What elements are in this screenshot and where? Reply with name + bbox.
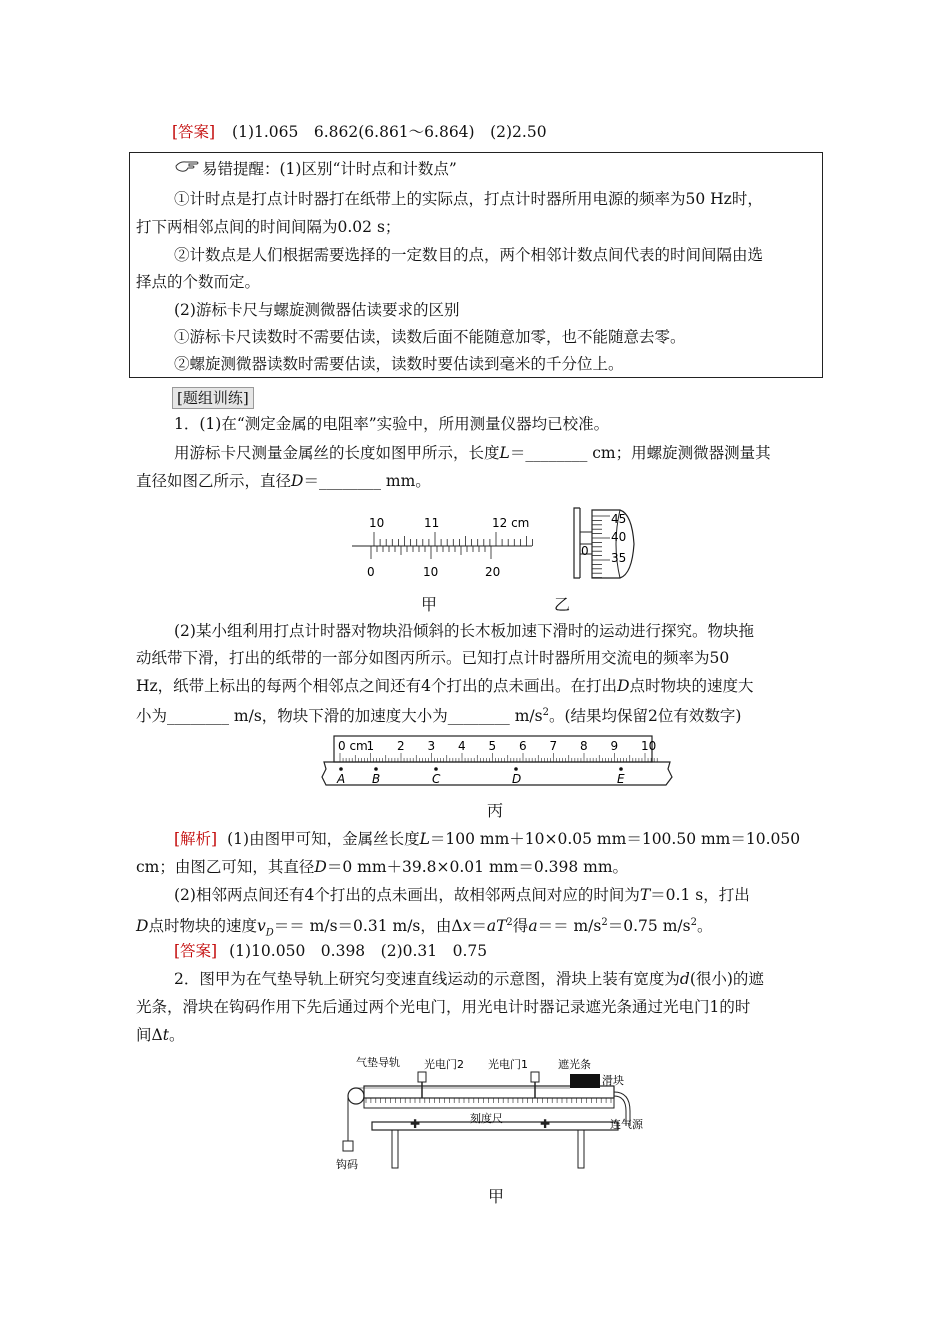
analysis-line-3: (2)相邻两点间还有4个打出的点未画出，故相邻两点间对应的时间为T＝0.1 s，打出 — [174, 886, 750, 904]
label-scale: 刻度尺 — [470, 1112, 503, 1125]
analysis-line-2: cm；由图乙可知，其直径D＝0 mm＋39.8×0.01 mm＝0.398 mm。 — [136, 858, 629, 876]
ruler-label: 9 — [610, 739, 619, 753]
tape-point-label: B — [372, 772, 381, 786]
q1-line-3: 直径如图乙所示，直径D＝________ mm。 — [136, 472, 431, 490]
analysis-tag: [解析] — [174, 830, 218, 848]
label-gate1: 光电门1 — [488, 1058, 528, 1071]
tape-point-label: A — [337, 772, 346, 786]
label-slider: 滑块 — [602, 1074, 624, 1087]
caption-bing: 丙 — [487, 801, 504, 820]
q2-line-3: 间Δt。 — [136, 1026, 185, 1044]
label-rail: 气垫导轨 — [356, 1056, 400, 1069]
q2-line-1: 2．图甲为在气垫导轨上研究匀变速直线运动的示意图，滑块上装有宽度为d(很小)的遮 — [174, 970, 764, 988]
vernier-label-20: 20 — [485, 565, 501, 579]
ruler-label: 2 — [397, 739, 405, 753]
practice-tag: [题组训练] — [172, 387, 254, 409]
micrometer-figure — [566, 506, 650, 584]
ruler-labels — [338, 739, 656, 753]
tip-line-7: ②螺旋测微器读数时需要估读，读数时要估读到毫米的千分位上。 — [174, 355, 624, 373]
vernier-label-0: 0 — [367, 565, 375, 579]
q2-line-2: 光条，滑块在钩码作用下先后通过两个光电门，用光电计时器记录遮光条通过光电门1的时 — [136, 998, 751, 1016]
tip-line-2: 打下两相邻点间的时间间隔为0.02 s； — [136, 218, 401, 236]
tip-line-4: 择点的个数而定。 — [136, 273, 261, 291]
ruler-ticks — [340, 753, 657, 762]
ruler-label: 8 — [580, 739, 588, 753]
main-label-12: 12 cm — [492, 516, 530, 530]
answer-1 — [172, 121, 547, 143]
thimble-label-45: 45 — [611, 512, 627, 526]
air-track-figure — [330, 1056, 660, 1176]
q1-line-2: 用游标卡尺测量金属丝的长度如图甲所示，长度L＝________ cm；用螺旋测微器测量其 — [174, 444, 771, 462]
analysis-line-1: [解析] (1)由图甲可知，金属丝长度L＝100 mm＋10×0.05 mm＝100.50 mm＝10.050 — [174, 830, 801, 848]
analysis-line-4: D点时物块的速度$v_D== m/s=0.31$ m/s，由$\Delta x=aT^2$得$a== m/s^2=0.75$ $m/s^2$。 — [136, 917, 713, 939]
q1-part2-line-4: 小为________ m/s，物块下滑的加速度大小为________ $m/s^2$。(结果均保留2位有效数字) — [136, 707, 742, 726]
ruler-label: 0 cm — [338, 739, 368, 753]
thimble-ticks — [592, 516, 610, 578]
caption-track: 甲 — [488, 1187, 505, 1206]
label-weight: 钩码 — [336, 1158, 358, 1171]
caption-jia: 甲 — [421, 595, 438, 614]
q1-part2-line-1: (2)某小组利用打点计时器对物块沿倾斜的长木板加速下滑时的运动进行探究。物块拖 — [174, 622, 754, 640]
vernier-scale-ticks — [371, 546, 491, 559]
tape-dot — [619, 767, 623, 771]
answer-2-tag: [答案] — [174, 942, 218, 960]
label-shade: 遮光条 — [558, 1058, 591, 1071]
main-label-11: 11 — [424, 516, 440, 530]
answer-text: (1)1.065 6.862(6.861～6.864) (2)2.50 — [232, 123, 547, 141]
tape-point-label: C — [432, 772, 441, 786]
tape-points — [336, 767, 625, 786]
caption-yi: 乙 — [554, 595, 571, 614]
vernier-caliper-figure — [346, 508, 536, 583]
main-label-10: 10 — [369, 516, 385, 530]
ruler-label: 1 — [366, 739, 375, 753]
vernier-label-10: 10 — [423, 565, 439, 579]
tape-dot — [374, 767, 378, 771]
tip-line-1: ①计时点是打点计时器打在纸带上的实际点，打点计时器所用电源的频率为50 Hz时， — [174, 190, 763, 208]
rail-scale-ticks — [366, 1098, 611, 1103]
pointing-hand-icon — [174, 158, 202, 180]
q1-part2-line-2: 动纸带下滑，打出的纸带的一部分如图丙所示。已知打点计时器所用交流电的频率为50 — [136, 649, 730, 667]
q1-line-1: 1．(1)在“测定金属的电阻率”实验中，所用测量仪器均已校准。 — [174, 415, 610, 433]
tape-dot — [434, 767, 438, 771]
tip-line-3: ②计数点是人们根据需要选择的一定数目的点，两个相邻计数点间代表的时间间隔由选 — [174, 246, 764, 264]
tape-dot — [514, 767, 518, 771]
answer-2: [答案] (1)10.050 0.398 (2)0.31 0.75 — [174, 942, 488, 960]
ruler-label: 7 — [549, 739, 558, 753]
tape-dot — [339, 767, 343, 771]
tip-title-text: 易错提醒：(1)区别“计时点和计数点” — [202, 160, 457, 178]
thimble-label-35: 35 — [611, 551, 627, 565]
ruler-label: 3 — [427, 739, 436, 753]
ticker-tape-figure — [316, 733, 678, 793]
tip-title — [174, 158, 457, 180]
tape-point-label: D — [512, 772, 522, 786]
svg-text:✚: ✚ — [410, 1117, 421, 1131]
thimble-label-40: 40 — [611, 530, 627, 544]
tip-line-6: ①游标卡尺读数时不需要估读，读数后面不能随意加零，也不能随意去零。 — [174, 328, 686, 346]
svg-text:✚: ✚ — [540, 1117, 551, 1131]
answer-tag: [答案] — [172, 123, 216, 141]
tip-line-5: (2)游标卡尺与螺旋测微器估读要求的区别 — [174, 301, 460, 319]
ruler-label: 5 — [488, 739, 497, 753]
ruler-label: 10 — [641, 739, 657, 753]
sleeve-label-0: 0 — [581, 544, 589, 558]
label-gate2: 光电门2 — [424, 1058, 464, 1071]
label-air: 连气源 — [610, 1118, 643, 1131]
ruler-label: 4 — [458, 739, 466, 753]
ruler-label: 6 — [519, 739, 527, 753]
q1-part2-line-3: Hz，纸带上标出的每两个相邻点之间还有4个打出的点未画出。在打出D点时物块的速度大 — [136, 677, 754, 695]
tape-point-label: E — [617, 772, 625, 786]
main-scale-ticks — [374, 532, 533, 546]
